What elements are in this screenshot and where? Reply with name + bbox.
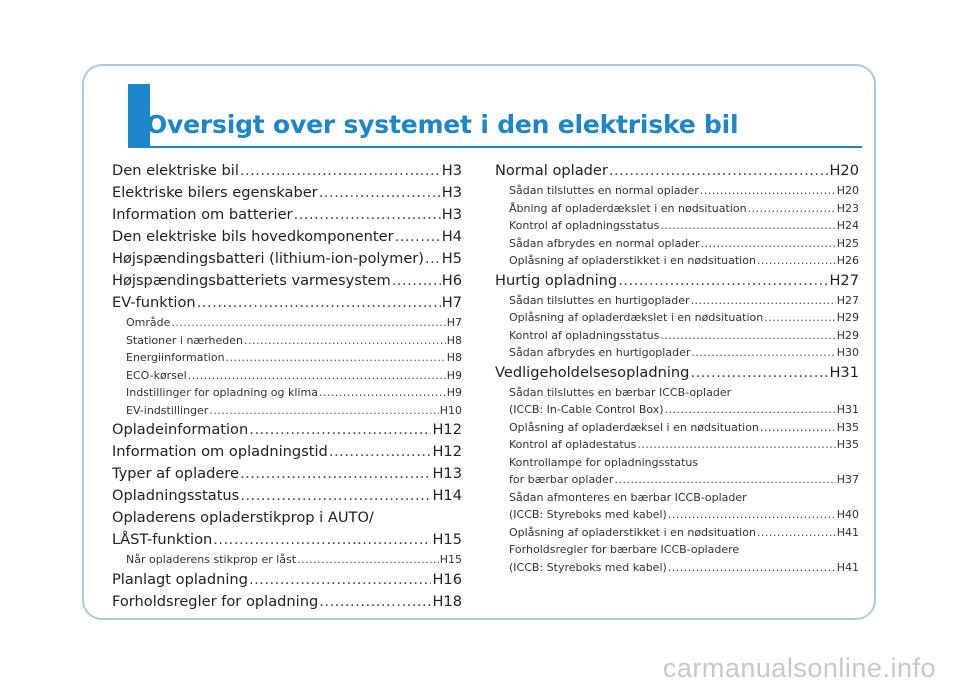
dot-leader [691,344,835,362]
toc-entry-title: Typer af opladere [112,465,239,482]
dot-leader [197,292,441,314]
toc-page-number: H25 [836,236,859,250]
toc-subentry[interactable] [112,402,462,420]
toc-entry[interactable] [112,529,462,551]
toc-page-number: H23 [836,201,859,215]
toc-entry-title: Elektriske bilers egenskaber [112,184,318,201]
toc-page-number: H8 [446,333,462,347]
toc-entry-title: Kontrollampe for opladningsstatus [509,455,699,469]
toc-right-column [495,160,859,576]
dot-leader [188,367,446,385]
dot-leader [757,524,836,542]
dot-leader [392,270,441,292]
toc-page-number: H3 [441,184,462,201]
toc-entry[interactable] [112,441,462,463]
toc-entry[interactable] [112,204,462,226]
dot-leader [209,402,438,420]
dot-leader [665,401,836,419]
toc-page-number: H3 [441,162,462,179]
toc-page-number: H8 [446,351,462,364]
toc-page-number: H40 [836,508,859,521]
dot-leader [329,441,432,463]
toc-entry-title: Forholdsregler for bærbare ICCB-opladere [509,543,740,556]
dot-leader [226,349,446,367]
toc-subentry[interactable] [495,200,859,218]
toc-subentry[interactable] [112,314,462,332]
toc-subentry[interactable] [495,309,859,327]
toc-entry-title: Sådan afmonteres en bærbar ICCB-oplader [509,490,747,504]
toc-entry-title: Oplåsning af opladerstikket i en nødsituation [509,525,756,539]
toc-subentry[interactable] [495,217,859,235]
toc-page-number: H18 [432,592,462,610]
toc-subentry[interactable] [112,384,462,402]
toc-entry-title: Energiinformation [126,351,225,364]
dot-leader [294,204,441,226]
dot-leader [760,419,836,437]
toc-entry-title: Kontrol af opladningsstatus [509,219,660,232]
toc-entry-title: Kontrol af opladningsstatus [509,328,660,342]
toc-entry-title: Information om batterier [112,206,293,223]
toc-entry-title: Område [126,316,171,329]
toc-subentry[interactable] [495,344,859,362]
dot-leader [609,160,829,182]
toc-subentry[interactable] [495,327,859,345]
toc-subentry[interactable] [495,541,859,559]
dot-leader [637,436,835,454]
toc-subentry[interactable] [495,436,859,454]
toc-entry-title: Højspændingsbatteri (lithium-ion-polymer) [112,250,424,267]
toc-subentry[interactable] [495,454,859,472]
toc-subentry[interactable] [495,489,859,507]
dot-leader [213,529,431,551]
toc-entry-title: Oplåsning af opladerdæksel i en nødsituation [509,420,759,434]
dot-leader [757,252,836,270]
toc-subentry[interactable] [495,524,859,542]
toc-subentry[interactable] [112,332,462,350]
toc-page-number: H7 [446,316,462,329]
dot-leader [700,182,836,200]
dot-leader [660,327,835,345]
toc-entry[interactable] [495,362,859,384]
dot-leader [249,419,431,441]
toc-subentry[interactable] [495,235,859,253]
toc-page-number: H9 [446,386,462,399]
dot-leader [297,551,439,569]
toc-entry-title: Forholdsregler for opladning [112,592,319,610]
toc-entry-title: Oplåsning af opladerdækslet i en nødsituation [509,311,764,324]
toc-entry-title: Kontrol af opladestatus [509,438,637,451]
toc-entry[interactable] [112,569,462,591]
toc-entry[interactable] [112,160,462,182]
toc-entry-title: Opladeinformation [112,421,249,438]
dot-leader [668,559,836,577]
toc-entry-title: Den elektriske bils hovedkomponenter [112,228,394,245]
toc-entry-title: Information om opladningstid [112,443,328,460]
toc-page-number: H7 [441,294,462,311]
toc-entry-title: Sådan tilsluttes en bærbar ICCB-oplader [509,385,732,399]
toc-entry-title: (ICCB: Styreboks med kabel) [509,508,667,521]
toc-page-number: H10 [439,403,462,417]
dot-leader [319,591,431,613]
toc-page-number: H24 [836,219,859,232]
toc-page-number: H15 [439,553,462,566]
dot-leader [425,248,441,270]
toc-entry-title: EV-indstillinger [126,403,209,417]
dot-leader [764,309,835,327]
dot-leader [690,362,828,384]
toc-entry-title: Normal oplader [495,162,608,179]
toc-entry[interactable] [112,292,462,314]
dot-leader [395,226,441,248]
dot-leader [240,485,431,507]
toc-subentry[interactable] [495,401,859,419]
dot-leader [319,384,446,402]
toc-page-number: H29 [836,328,859,342]
toc-page-number: H16 [432,570,462,588]
toc-page-number: H31 [836,403,859,416]
toc-page-number: H14 [432,487,462,504]
toc-entry-title: ECO-kørsel [126,368,187,382]
toc-entry-title: (ICCB: In-Cable Control Box) [509,403,664,416]
toc-page-number: H9 [446,368,462,382]
toc-subentry[interactable] [495,419,859,437]
toc-subentry[interactable] [112,349,462,367]
toc-entry-title: Sådan afbrydes en normal oplader [509,236,700,250]
toc-page-number: H4 [441,228,462,245]
toc-entry-title: (ICCB: Styreboks med kabel) [509,560,667,574]
dot-leader [240,160,441,182]
dot-leader [249,569,432,591]
toc-entry-title: for bærbar oplader [509,473,614,486]
toc-entry[interactable] [112,419,462,441]
toc-entry-title: Når opladerens stikprop er låst [126,553,297,566]
dot-leader [240,463,431,485]
toc-entry-title: EV-funktion [112,294,196,311]
toc-page-number: H30 [836,346,859,359]
toc-entry-title: Indstillinger for opladning og klima [126,386,318,399]
toc-page-number: H37 [836,473,859,486]
toc-entry[interactable] [112,485,462,507]
dot-leader [614,471,835,489]
toc-entry[interactable] [495,270,859,292]
toc-subentry[interactable] [495,559,859,577]
toc-entry-title: Sådan tilsluttes en normal oplader [509,184,699,197]
toc-entry[interactable] [112,463,462,485]
toc-entry-title: Sådan tilsluttes en hurtigoplader [509,293,690,307]
watermark-text: carmanualsonline.info [662,653,936,683]
toc-page-number: H13 [432,465,462,482]
page-title: Oversigt over systemet i den elektriske bil [146,110,739,139]
toc-page-number: H20 [829,162,859,179]
toc-page-number: H6 [441,272,462,289]
toc-page-number: H31 [829,363,859,381]
toc-entry[interactable] [112,270,462,292]
toc-entry-title: LÅST-funktion [112,531,213,548]
toc-entry-title: Sådan afbrydes en hurtigoplader [509,346,691,359]
toc-entry-title: Stationer i nærheden [126,333,244,347]
toc-subentry[interactable] [495,471,859,489]
dot-leader [691,292,836,310]
toc-entry-title: Den elektriske bil [112,162,239,179]
toc-entry-title: Højspændingsbatteriets varmesystem [112,272,391,289]
toc-entry[interactable] [112,182,462,204]
toc-subentry[interactable] [495,252,859,270]
toc-subentry[interactable] [495,182,859,200]
toc-page-number: H3 [441,206,462,223]
dot-leader [701,235,836,253]
dot-leader [244,332,446,350]
toc-subentry[interactable] [112,551,462,569]
toc-subentry[interactable] [112,367,462,385]
toc-entry[interactable] [495,160,859,182]
toc-page-number: H15 [432,531,462,548]
title-underline [128,146,862,148]
toc-page-number: H41 [836,525,859,539]
toc-entry-title: Planlagt opladning [112,570,248,588]
toc-page-number: H35 [836,420,859,434]
toc-page-number: H27 [829,271,859,289]
toc-entry-title: Hurtig opladning [495,271,618,289]
dot-leader [319,182,441,204]
toc-entry[interactable] [112,507,462,529]
dot-leader [748,200,836,218]
toc-page-number: H26 [836,254,859,267]
toc-page-number: H5 [441,250,462,267]
toc-page-number: H12 [432,421,462,438]
dot-leader [668,506,836,524]
toc-page-number: H41 [836,560,859,574]
toc-entry-title: Opladerens opladerstikprop i AUTO/ [112,509,374,526]
toc-entry-title: Oplåsning af opladerstikket i en nødsituation [509,254,756,267]
toc-entry[interactable] [112,226,462,248]
toc-page-number: H35 [836,438,859,451]
toc-page-number: H27 [836,293,859,307]
toc-entry[interactable] [112,248,462,270]
toc-page-number: H12 [432,443,462,460]
toc-page-number: H29 [836,311,859,324]
dot-leader [618,270,828,292]
toc-page-number: H20 [836,184,859,197]
toc-entry-title: Opladningsstatus [112,487,240,504]
toc-subentry[interactable] [495,292,859,310]
toc-entry-title: Åbning af opladerdækslet i en nødsituation [509,201,747,215]
toc-subentry[interactable] [495,384,859,402]
toc-subentry[interactable] [495,506,859,524]
dot-leader [660,217,835,235]
toc-entry[interactable] [112,591,462,613]
dot-leader [171,314,445,332]
toc-entry-title: Vedligeholdelsesopladning [495,363,690,381]
toc-left-column [112,160,462,613]
